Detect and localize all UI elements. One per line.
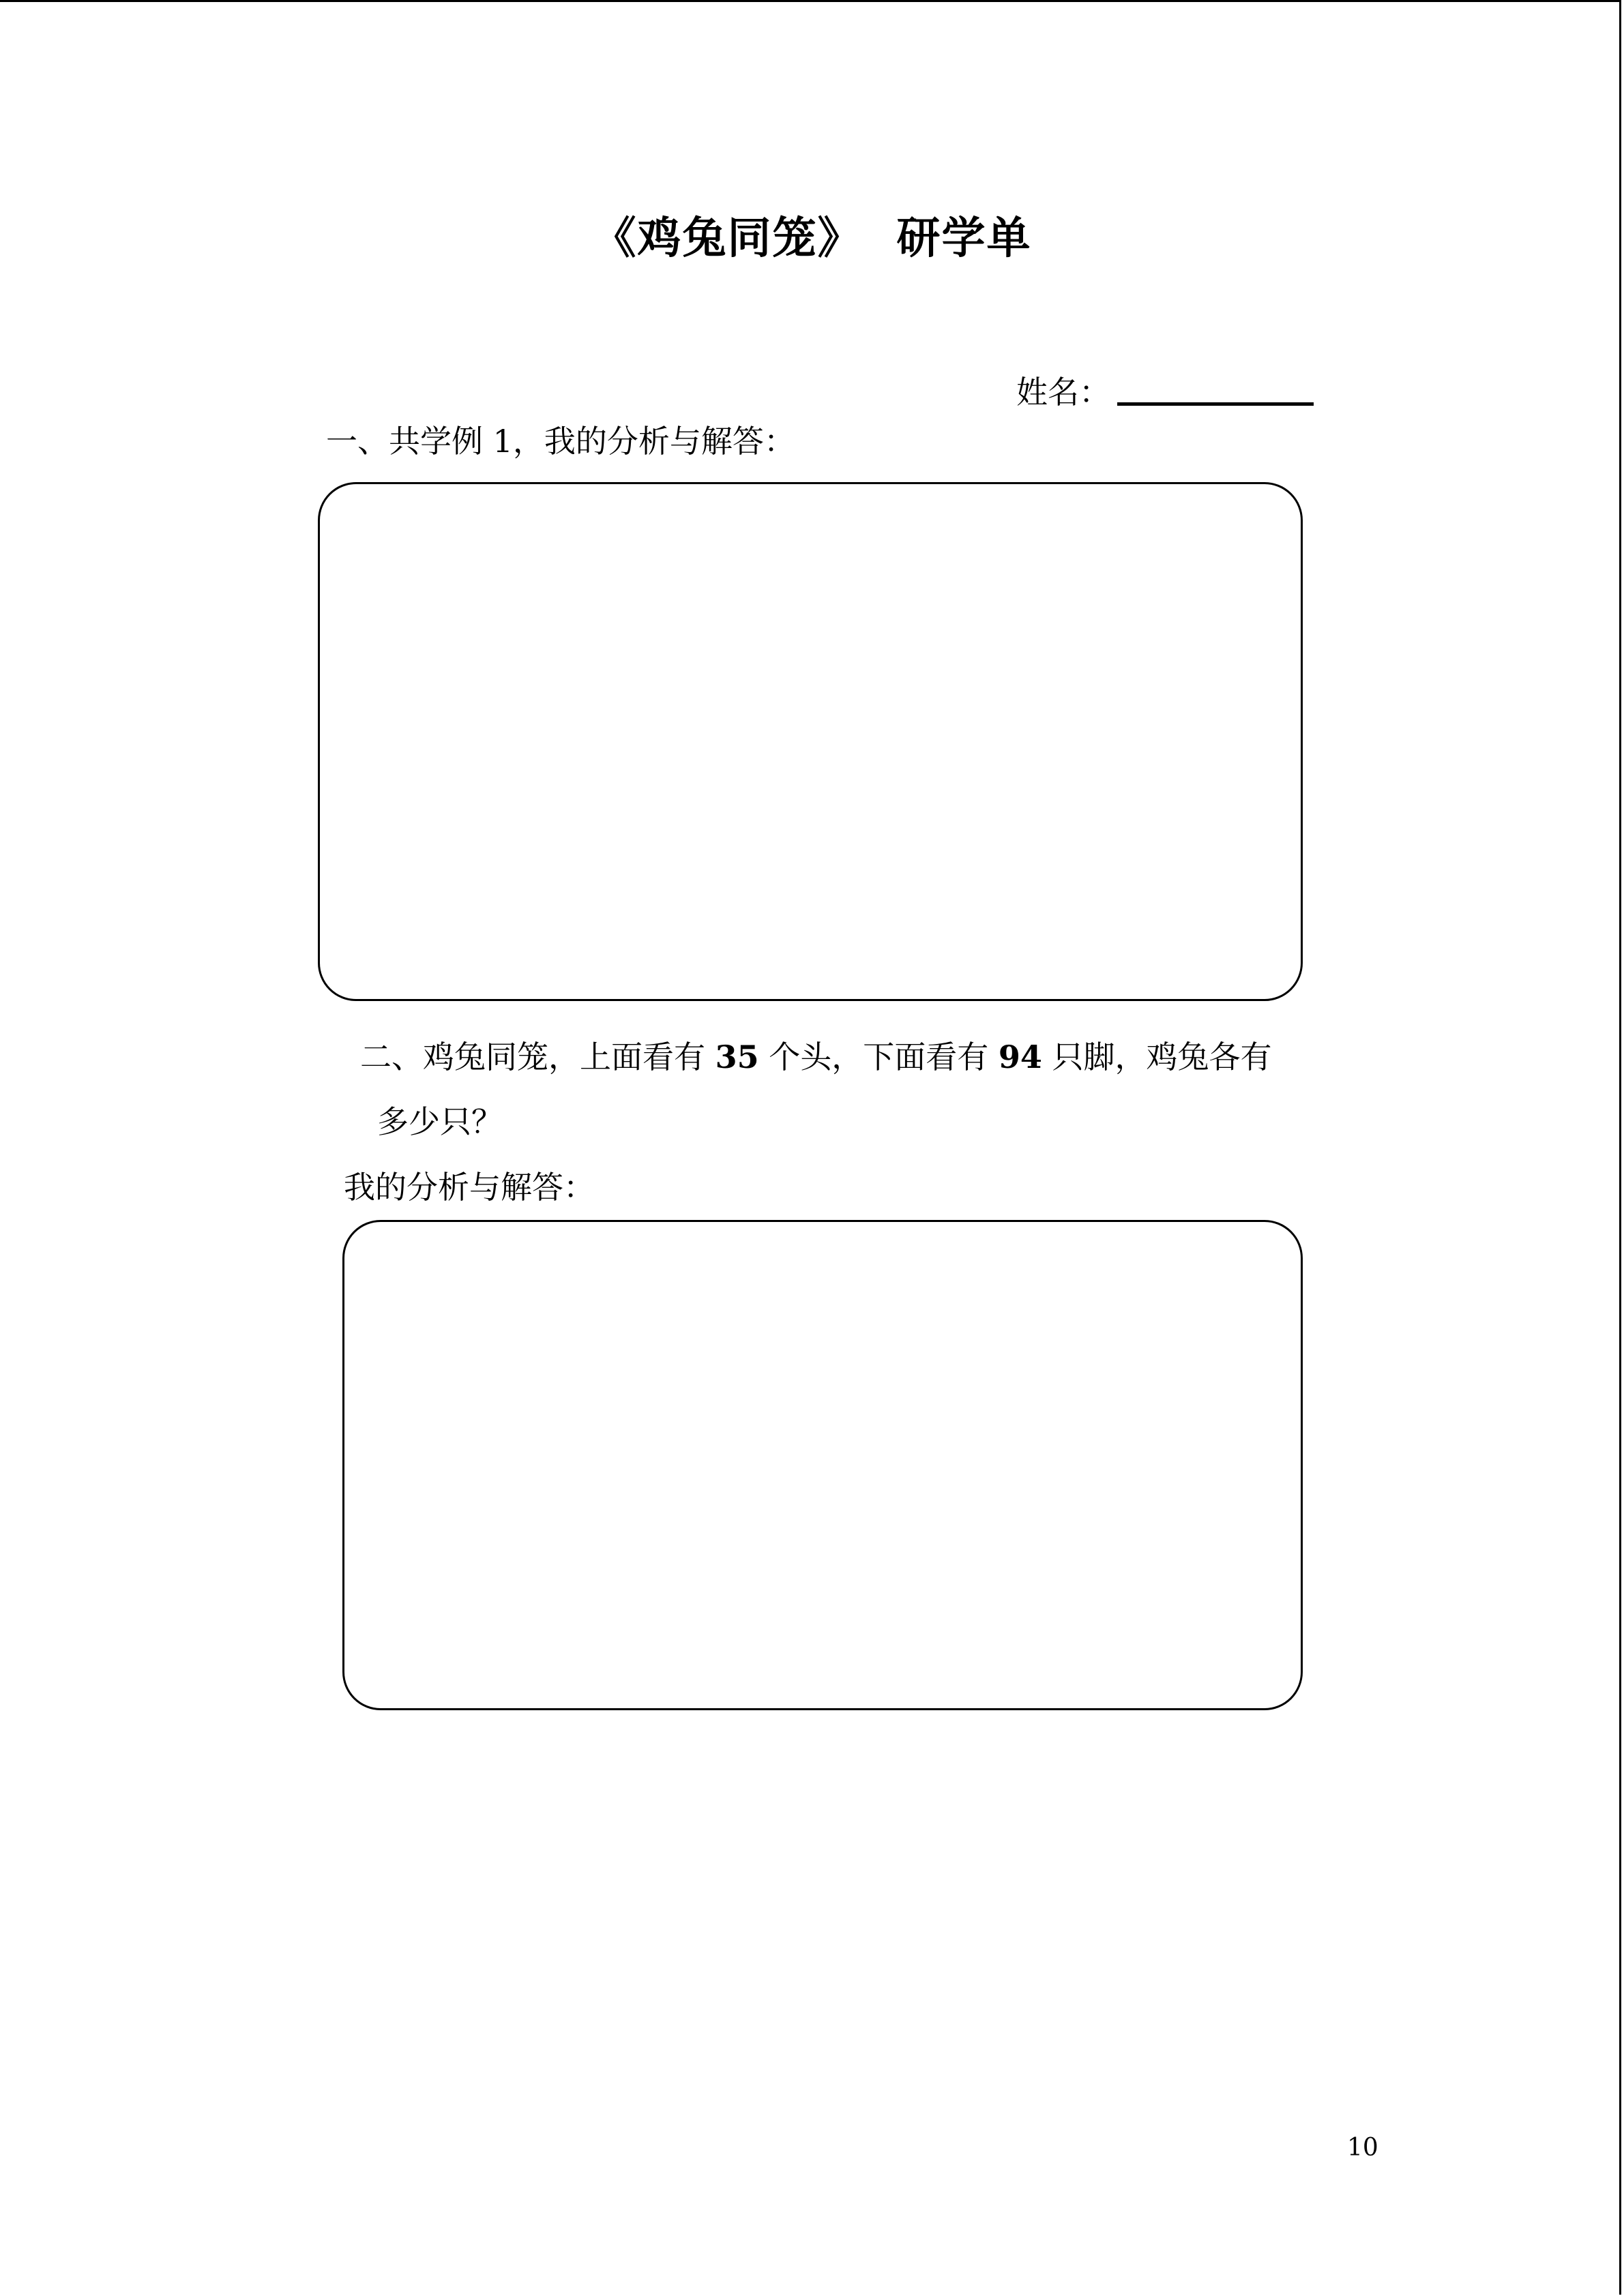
question-text-mid: 个头，下面看有 bbox=[758, 1039, 999, 1075]
section2-answer-label: 我的分析与解答： bbox=[344, 1169, 595, 1206]
page-number: 10 bbox=[1347, 2134, 1378, 2162]
section2-answer-box[interactable] bbox=[342, 1220, 1303, 1710]
title-book: 《鸡兔同笼》 bbox=[592, 213, 863, 264]
title-suffix: 研学单 bbox=[896, 213, 1032, 264]
question-text-suffix: 只脚，鸡兔各有 bbox=[1042, 1039, 1272, 1075]
section1-answer-box[interactable] bbox=[318, 482, 1303, 1001]
name-label: 姓名： bbox=[1016, 374, 1110, 411]
name-field bbox=[1016, 366, 1314, 414]
section2-question-line1 bbox=[360, 1037, 1272, 1077]
name-blank-line[interactable] bbox=[1117, 375, 1314, 406]
question-text-prefix: 二、鸡兔同笼，上面看有 bbox=[360, 1039, 715, 1075]
heads-count: 35 bbox=[715, 1039, 759, 1075]
page-title bbox=[0, 208, 1624, 269]
section2-question-line2: 多少只？ bbox=[377, 1103, 503, 1140]
section1-heading: 一、共学例 1，我的分析与解答： bbox=[326, 423, 795, 460]
feet-count: 94 bbox=[998, 1039, 1042, 1075]
